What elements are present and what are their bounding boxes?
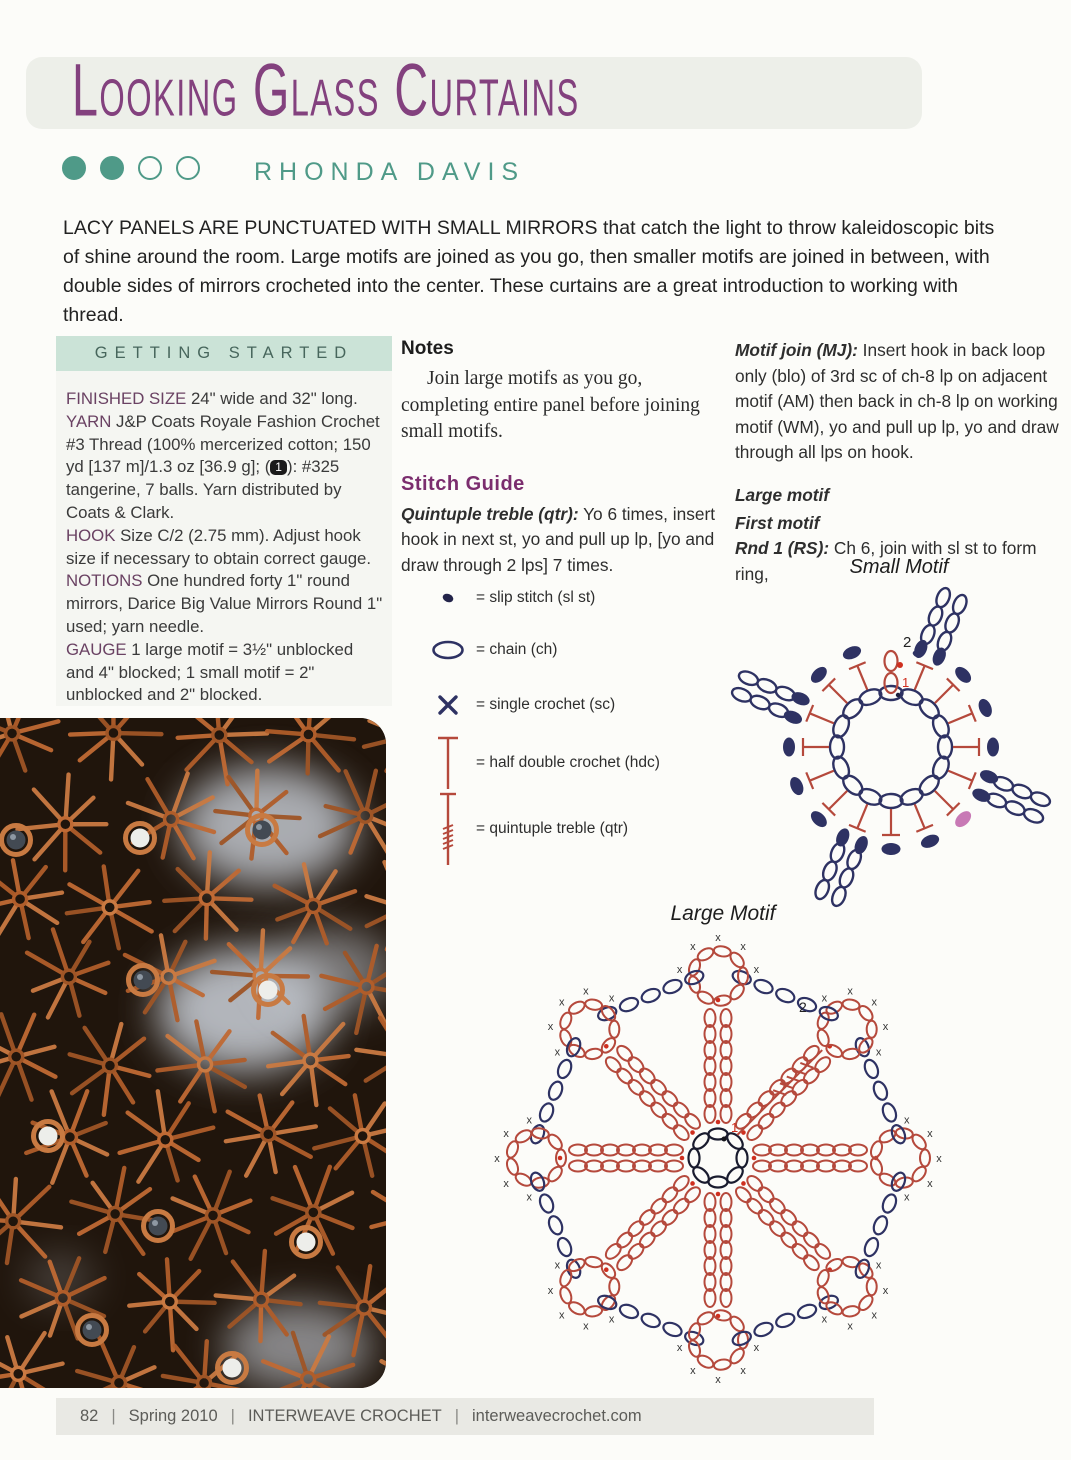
svg-text:x: x: [847, 1320, 853, 1333]
first-motif-heading: First motif: [735, 512, 820, 533]
legend-label: = single crochet (sc): [476, 696, 616, 713]
svg-text:x: x: [690, 941, 696, 954]
svg-text:x: x: [821, 1313, 828, 1326]
legend-row-chain: [420, 639, 557, 661]
spec-text: Size C/2 (2.75 mm). Adjust hook size if necessary to obtain correct gauge.: [66, 525, 372, 568]
spec-gauge: [66, 639, 384, 707]
spec-text: One hundred forty 1" round mirrors, Darice Big Value Mirrors Round 1" used; yarn needle.: [66, 571, 383, 636]
instructions-column: [735, 338, 1063, 587]
svg-text:1: 1: [731, 1120, 739, 1135]
difficulty-dot: [100, 156, 124, 180]
footer-separator: |: [230, 1407, 235, 1425]
curtain-photo: [0, 718, 386, 1388]
footer-separator: |: [454, 1407, 459, 1425]
svg-text:x: x: [547, 1285, 554, 1298]
large-motif-title: Large Motif: [670, 902, 776, 925]
rnd1-text: Ch 6, join with sl st to form ring,: [735, 538, 1037, 584]
stitch-guide-paragraph: [401, 502, 719, 579]
svg-text:x: x: [547, 1020, 554, 1033]
svg-text:x: x: [558, 1309, 565, 1322]
large-motif-heading: Large motif: [735, 484, 830, 505]
svg-text:x: x: [821, 992, 828, 1005]
motif-join-paragraph: [735, 338, 1063, 466]
small-motif-diagram: [726, 584, 1062, 914]
legend-row-half-double-crochet: [420, 733, 660, 793]
half-double-crochet-icon: [420, 733, 476, 793]
footer-issue: Spring 2010: [128, 1407, 218, 1425]
svg-text:x: x: [676, 1341, 683, 1354]
svg-text:x: x: [503, 1127, 509, 1140]
svg-text:x: x: [558, 996, 565, 1009]
difficulty-dot: [176, 156, 200, 180]
spec-text: 24" wide and 32" long.: [186, 389, 358, 408]
svg-text:x: x: [526, 1114, 532, 1127]
svg-text:x: x: [882, 1285, 889, 1298]
spec-notions: [66, 570, 384, 638]
svg-text:x: x: [740, 941, 746, 954]
svg-text:x: x: [608, 1313, 615, 1326]
rnd1-lead: Rnd 1 (RS):: [735, 538, 830, 559]
getting-started-header: GETTING STARTED: [56, 336, 392, 371]
svg-text:x: x: [583, 1320, 589, 1333]
svg-text:x: x: [554, 1046, 561, 1059]
svg-text:x: x: [503, 1178, 509, 1191]
legend-row-quintuple-treble: [420, 789, 628, 869]
legend-label: = quintuple treble (qtr): [476, 820, 629, 837]
legend-label: = half double crochet (hdc): [476, 754, 660, 771]
quintuple-treble-icon: [420, 789, 476, 869]
intro-rest: that catch the light to throw kaleidoscopic bits of shine around the room. Large motifs are joined as you go, then smaller motifs are joined in between, with double sides of mirrors crocheted into the center. These curtains are a great introduction to working with thread.: [63, 217, 995, 326]
svg-text:x: x: [608, 992, 615, 1005]
svg-text:x: x: [494, 1153, 500, 1165]
svg-text:x: x: [927, 1127, 933, 1140]
legend-label: = chain (ch): [476, 641, 558, 658]
notes-paragraph: Join large motifs as you go, completing entire panel before joining small motifs.: [401, 368, 700, 442]
spec-label: GAUGE: [66, 639, 127, 659]
notes-column: [401, 338, 719, 578]
spec-label: FINISHED SIZE: [66, 389, 187, 408]
large-motif-diagram: [478, 930, 968, 1395]
single-crochet-icon: [420, 693, 476, 717]
svg-text:x: x: [904, 1114, 910, 1127]
spec-text: 1 large motif = 3½" unblocked and 4" blocked; 1 small motif = 2" unblocked and 2" blocked.: [66, 639, 354, 705]
getting-started-panel: [56, 336, 392, 706]
stitch-legend: [420, 585, 720, 875]
svg-text:x: x: [715, 1374, 721, 1386]
svg-text:2: 2: [799, 999, 807, 1015]
svg-text:x: x: [927, 1178, 933, 1191]
svg-text:1: 1: [902, 675, 910, 690]
svg-text:x: x: [690, 1364, 696, 1377]
svg-text:x: x: [753, 964, 760, 977]
spec-finished-size: [66, 388, 384, 411]
notes-heading: Notes: [401, 338, 454, 359]
getting-started-body: [56, 371, 392, 707]
svg-text:x: x: [875, 1046, 882, 1059]
svg-text:x: x: [554, 1259, 561, 1272]
footer-page-number: 82: [80, 1407, 99, 1425]
svg-text:x: x: [847, 985, 853, 998]
chain-icon: [420, 639, 476, 661]
motif-join-text: Insert hook in back loop only (blo) of 3rd sc of ch-8 lp on adjacent motif (AM) then back in ch-8 lp on working motif (WM), yo and pull up lp, yo and draw through all lps on hook.: [735, 340, 1059, 463]
motif-join-lead: Motif join (MJ):: [735, 340, 858, 360]
svg-text:x: x: [676, 964, 683, 977]
svg-text:x: x: [753, 1341, 760, 1354]
legend-row-single-crochet: [420, 693, 615, 717]
spec-label: YARN: [66, 411, 112, 431]
footer-separator: |: [111, 1407, 116, 1425]
svg-text:x: x: [875, 1259, 882, 1272]
footer: [56, 1398, 874, 1435]
spec-yarn: [66, 411, 384, 525]
spec-hook: [66, 525, 384, 571]
intro-lead: LACY PANELS ARE PUNCTUATED WITH SMALL MIRRORS: [63, 217, 598, 239]
svg-text:x: x: [882, 1020, 889, 1033]
page-title: Looking Glass Curtains: [72, 49, 580, 132]
difficulty-dots: [62, 156, 200, 180]
footer-website: interweavecrochet.com: [472, 1407, 642, 1425]
svg-text:2: 2: [903, 634, 912, 651]
yarn-weight-badge: 1: [270, 460, 287, 475]
intro-paragraph: [63, 214, 1013, 330]
footer-magazine: INTERWEAVE CROCHET: [247, 1407, 442, 1425]
svg-text:x: x: [871, 1309, 878, 1322]
difficulty-dot: [138, 156, 162, 180]
spec-text: ): #325 tangerine, 7 balls. Yarn distributed by Coats & Clark.: [66, 457, 342, 522]
stitch-guide-heading: Stitch Guide: [401, 472, 525, 495]
stitch-guide-text: Yo 6 times, insert hook in next st, yo and pull up lp, [yo and draw through 2 lps] 7 times.: [401, 503, 716, 575]
legend-label: = slip stitch (sl st): [476, 589, 596, 606]
author-name: RHONDA DAVIS: [254, 158, 526, 186]
svg-text:x: x: [871, 996, 878, 1009]
small-motif-title: Small Motif: [849, 556, 949, 578]
svg-text:x: x: [526, 1191, 532, 1204]
svg-text:x: x: [740, 1364, 746, 1377]
spec-label: HOOK: [66, 525, 116, 545]
spec-label: NOTIONS: [66, 571, 143, 591]
svg-text:x: x: [936, 1153, 942, 1165]
legend-row-slip-stitch: [420, 589, 595, 607]
svg-text:x: x: [904, 1191, 910, 1204]
difficulty-dot: [62, 156, 86, 180]
curtain-photo-art: [0, 718, 386, 1388]
svg-text:x: x: [583, 985, 589, 998]
slip-stitch-icon: [420, 590, 476, 606]
svg-text:x: x: [715, 932, 721, 944]
spec-text: J&P Coats Royale Fashion Crochet #3 Thread (100% mercerized cotton; 150 yd [137 m]/1.3 oz [36.9 g]; (: [66, 411, 380, 477]
stitch-guide-lead: Quintuple treble (qtr):: [401, 503, 579, 524]
